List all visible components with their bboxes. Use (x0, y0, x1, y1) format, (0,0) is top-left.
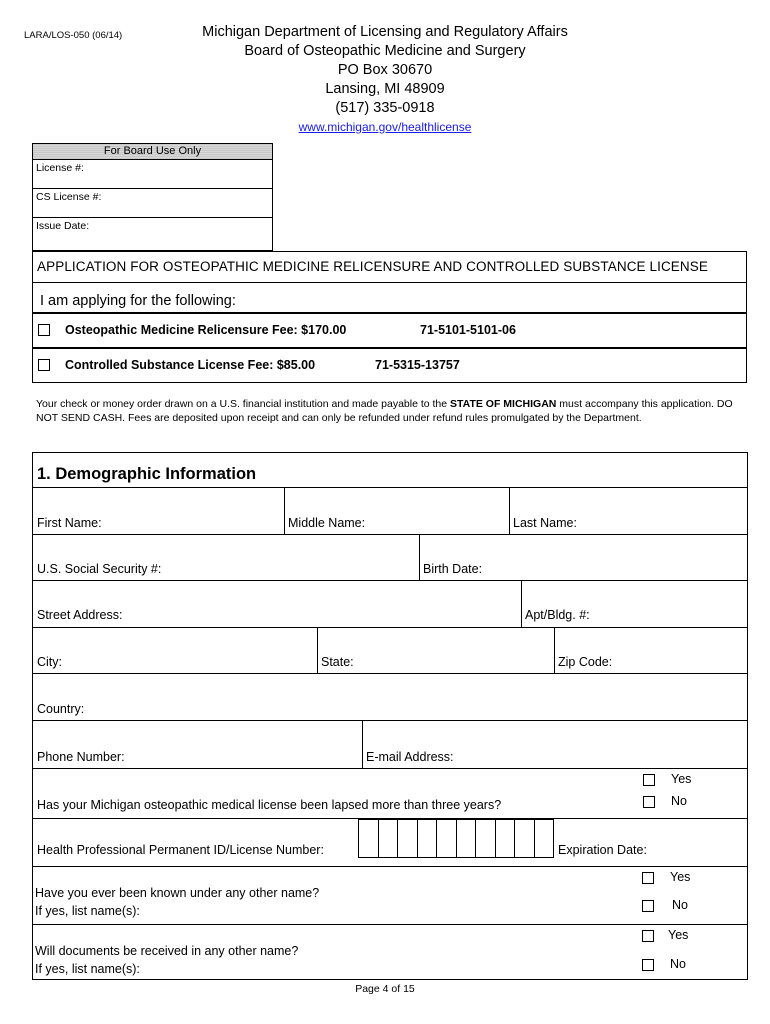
country-label: Country: (37, 702, 85, 716)
lapsed-yes-checkbox[interactable] (643, 774, 655, 786)
relicensure-label: Osteopathic Medicine Relicensure Fee: $170.00 (65, 323, 347, 337)
phone-number-label: Phone Number: (37, 750, 125, 764)
first-name-label: First Name: (37, 516, 102, 530)
hp-id-label: Health Professional Permanent ID/License Number: (37, 843, 324, 857)
controlled-substance-code: 71-5315-13757 (375, 358, 460, 372)
last-name-label: Last Name: (513, 516, 577, 530)
other-name-no-label: No (672, 898, 688, 912)
street-address-label: Street Address: (37, 608, 123, 622)
other-name-yes-checkbox[interactable] (642, 872, 654, 884)
ssn-label: U.S. Social Security #: (37, 562, 162, 576)
header-block (0, 23, 770, 137)
form-code: LARA/LOS-050 (06/14) (24, 30, 123, 41)
board-use-box (32, 143, 273, 251)
middle-name-label: Middle Name: (288, 516, 366, 530)
zip-code-label: Zip Code: (558, 655, 613, 669)
board-license-field: License #: (33, 160, 272, 189)
birth-date-label: Birth Date: (423, 562, 483, 576)
state-label: State: (321, 655, 354, 669)
docs-yes-label: Yes (668, 928, 689, 942)
other-name-yes-label: Yes (670, 870, 691, 884)
docs-no-label: No (670, 957, 686, 971)
lapsed-yes-label: Yes (671, 772, 692, 786)
board-cs-license-field: CS License #: (33, 189, 272, 218)
other-name-question: Have you ever been known under any other name? (35, 886, 320, 900)
lapsed-no-label: No (671, 794, 687, 808)
apt-bldg-label: Apt/Bldg. #: (525, 608, 590, 622)
agency-phone: (517) 335-0918 (335, 100, 435, 116)
fee-option-controlled-substance (32, 348, 747, 383)
relicensure-code: 71-5101-5101-06 (420, 323, 516, 337)
payment-notice: Your check or money order drawn on a U.S. financial institution and made payable to the STATE OF MICHIGAN must accompany this application. DO NOT SEND CASH. Fees are deposited upon receipt and can only be refunded under refund rules promulgated by the Department. (36, 398, 733, 424)
applying-label: I am applying for the following: (32, 283, 747, 313)
other-name-no-checkbox[interactable] (642, 900, 654, 912)
fee-option-relicensure (32, 313, 747, 348)
docs-yes-checkbox[interactable] (642, 930, 654, 942)
agency-name: Michigan Department of Licensing and Regulatory Affairs (202, 24, 568, 40)
board-issue-date-field: Issue Date: (36, 220, 90, 232)
expiration-date-label: Expiration Date: (558, 843, 647, 857)
hp-id-input-boxes[interactable] (358, 819, 554, 858)
docs-question: Will documents be received in any other name? (35, 944, 299, 958)
controlled-substance-label: Controlled Substance License Fee: $85.00 (65, 358, 316, 372)
city-line: Lansing, MI 48909 (325, 81, 445, 97)
demographic-section (32, 452, 748, 980)
docs-list-label: If yes, list name(s): (35, 962, 140, 976)
city-label: City: (37, 655, 62, 669)
relicensure-checkbox[interactable] (38, 324, 50, 336)
website-link[interactable]: www.michigan.gov/healthlicense (298, 120, 472, 134)
board-use-title: For Board Use Only (33, 144, 272, 160)
po-box: PO Box 30670 (337, 62, 433, 78)
controlled-substance-checkbox[interactable] (38, 359, 50, 371)
email-address-label: E-mail Address: (366, 750, 454, 764)
lapsed-question: Has your Michigan osteopathic medical license been lapsed more than three years? (37, 798, 502, 812)
board-name: Board of Osteopathic Medicine and Surgery (244, 43, 526, 59)
other-name-list-label: If yes, list name(s): (35, 904, 140, 918)
page-number: Page 4 of 15 (355, 983, 415, 995)
application-title: APPLICATION FOR OSTEOPATHIC MEDICINE RELICENSURE AND CONTROLLED SUBSTANCE LICENSE (32, 251, 747, 283)
docs-no-checkbox[interactable] (642, 959, 654, 971)
demographic-title: 1. Demographic Information (37, 465, 257, 483)
lapsed-no-checkbox[interactable] (643, 796, 655, 808)
